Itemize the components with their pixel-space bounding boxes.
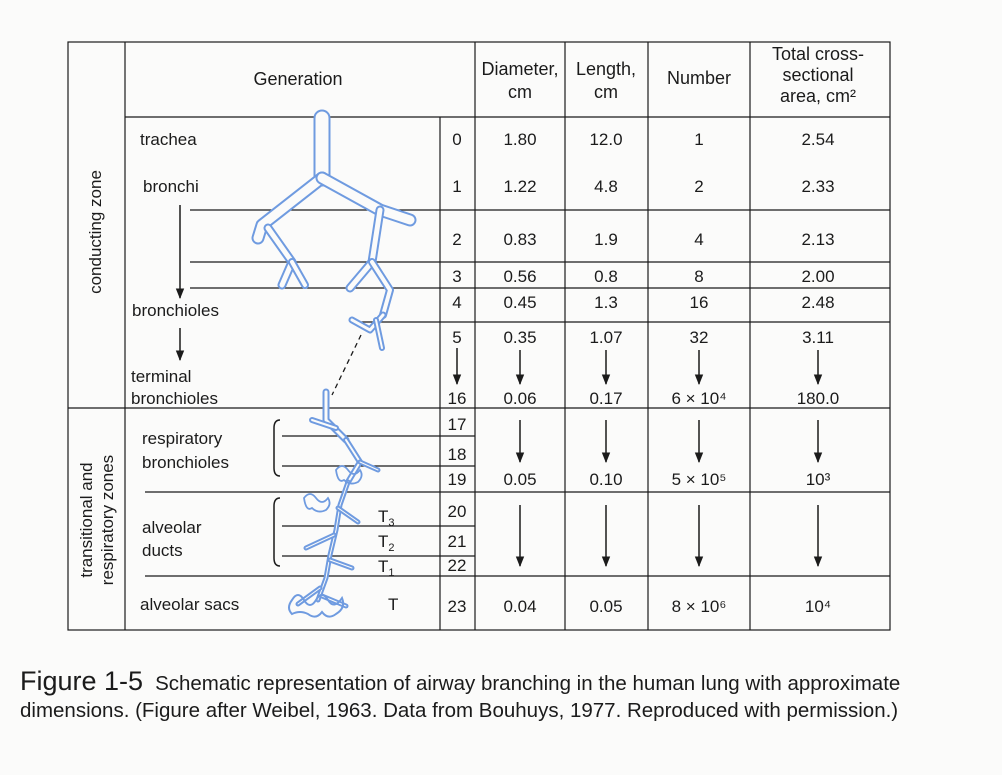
length-cell: 0.17 [589, 389, 623, 408]
area-cell: 3.11 [802, 328, 834, 347]
area-cell: 2.33 [801, 177, 835, 196]
length-cell: 1.9 [594, 230, 618, 249]
generation-number: 18 [447, 445, 467, 464]
diameter-cell: 1.80 [503, 130, 537, 149]
generation-number: 2 [452, 230, 462, 249]
length-cell: 1.3 [594, 293, 618, 312]
number-cell: 8 [694, 267, 704, 286]
diameter-cell: 0.04 [503, 597, 537, 616]
t-label: $T_1$ [378, 557, 395, 579]
t-label: $T_2$ [378, 532, 395, 554]
area-cell: 2.00 [801, 267, 835, 286]
area-cell: 2.13 [801, 230, 835, 249]
number-cell: 8 × 10⁶ [671, 597, 727, 616]
diameter-cell: 0.05 [503, 470, 537, 489]
generation-number: 19 [447, 470, 467, 489]
respiratory-zone-label: respiratory zones [98, 454, 117, 586]
diameter-cell: 1.22 [503, 177, 537, 196]
generation-number: 17 [447, 415, 467, 434]
length-cell: 0.05 [589, 597, 623, 616]
area-cell: 10⁴ [804, 597, 832, 616]
respiratory-bronchioles-bracket [274, 420, 280, 476]
length-cell: 0.8 [594, 267, 618, 286]
diameter-cell: 0.35 [503, 328, 537, 347]
respiratory-bronchioles-label: respiratory [142, 429, 223, 448]
generation-number: 1 [452, 177, 462, 196]
t-label: $T_3$ [378, 507, 395, 529]
area-header: area, cm² [779, 86, 857, 106]
diameter-cell: 0.56 [503, 267, 537, 286]
area-cell: 180.0 [796, 389, 840, 408]
figure-caption [20, 668, 985, 724]
area-header: Total cross- [771, 44, 865, 64]
generation-number: 16 [447, 389, 467, 408]
caption-text: Schematic representation of airway branching in the human lung with approximate dimensions. (Figure after Weibel, 1963. Data from Bouhuys, 1977. Reproduced with permission.) [20, 672, 901, 722]
terminal-bronchioles-label: bronchioles [131, 389, 218, 408]
generation-number: 21 [447, 532, 467, 551]
length-header: Length, [575, 59, 637, 79]
number-cell: 4 [694, 230, 704, 249]
respiratory-bronchioles-label: bronchioles [142, 453, 229, 472]
number-cell: 6 × 10⁴ [671, 389, 727, 408]
generation-header: Generation [253, 69, 343, 89]
number-cell: 5 × 10⁵ [671, 470, 727, 489]
conducting-zone-label: conducting zone [86, 170, 105, 294]
diameter-cell: 0.83 [503, 230, 537, 249]
diameter-cell: 0.45 [503, 293, 537, 312]
alveolar-ducts-label: ducts [142, 541, 183, 560]
t-label: T [388, 595, 399, 614]
generation-number: 4 [452, 293, 462, 312]
alveolar-ducts-label: alveolar [142, 518, 202, 537]
length-unit-header: cm [594, 82, 618, 102]
diameter-header: Diameter, [481, 59, 559, 79]
generation-number: 3 [452, 267, 462, 286]
area-header: sectional [782, 65, 854, 85]
length-cell: 12.0 [589, 130, 623, 149]
area-cell: 2.54 [801, 130, 835, 149]
area-cell: 2.48 [801, 293, 835, 312]
generation-number: 20 [447, 502, 467, 521]
generation-number: 23 [447, 597, 467, 616]
transitional-zone-label: transitional and [77, 462, 96, 578]
number-cell: 2 [694, 177, 704, 196]
length-cell: 0.10 [589, 470, 623, 489]
trachea-label: trachea [140, 130, 197, 149]
bronchi-label: bronchi [143, 177, 199, 196]
length-cell: 1.07 [589, 328, 623, 347]
terminal-bronchioles-label: terminal [131, 367, 192, 386]
diameter-unit-header: cm [508, 82, 532, 102]
length-cell: 4.8 [594, 177, 618, 196]
generation-number: 5 [452, 328, 462, 347]
number-cell: 16 [689, 293, 709, 312]
number-header: Number [666, 68, 732, 88]
bronchioles-label: bronchioles [132, 301, 219, 320]
area-cell: 10³ [805, 470, 831, 489]
generation-number: 22 [447, 556, 467, 575]
generation-number: 0 [452, 130, 462, 149]
diameter-cell: 0.06 [503, 389, 537, 408]
alveolar-sacs-label: alveolar sacs [140, 595, 240, 614]
number-cell: 1 [694, 130, 704, 149]
alveolar-ducts-bracket [274, 498, 280, 566]
figure-number: Figure 1-5 [20, 666, 144, 696]
number-cell: 32 [689, 328, 709, 347]
